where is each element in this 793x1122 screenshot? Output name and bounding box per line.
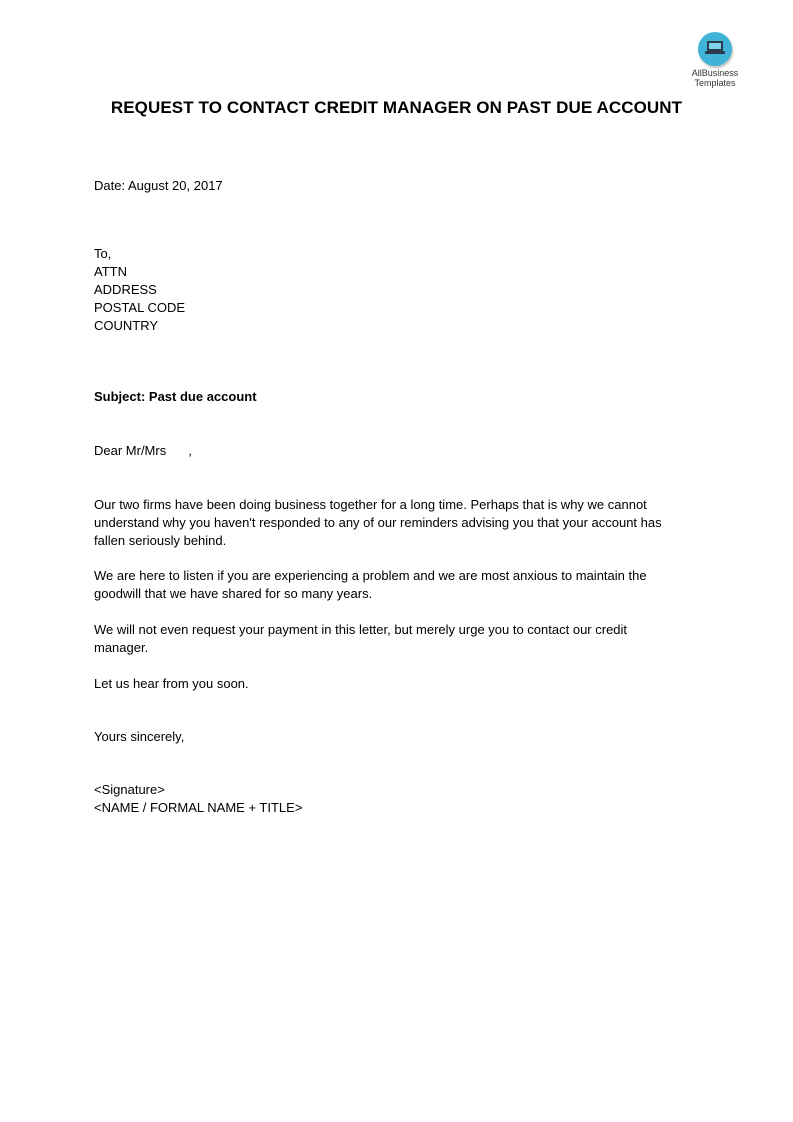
recipient-postal-code: POSTAL CODE xyxy=(94,300,186,315)
letter-subject: Subject: Past due account xyxy=(94,389,257,404)
recipient-address: ADDRESS xyxy=(94,282,157,297)
name-title-placeholder: <NAME / FORMAL NAME + TITLE> xyxy=(94,800,303,815)
paragraph-1-line-3: fallen seriously behind. xyxy=(94,533,227,548)
signature-placeholder: <Signature> xyxy=(94,782,165,797)
paragraph-2-line-1: We are here to listen if you are experiencing a problem and we are most anxious to maintain the xyxy=(94,568,647,583)
logo-badge xyxy=(698,32,732,66)
paragraph-1-line-2: understand why you haven't responded to any of our reminders advising you that your account has xyxy=(94,515,662,530)
paragraph-3-line-2: manager. xyxy=(94,640,149,655)
paragraph-3-line-1: We will not even request your payment in this letter, but merely urge you to contact our credit xyxy=(94,622,628,637)
recipient-country: COUNTRY xyxy=(94,318,159,333)
logo-text-line1: AllBusiness xyxy=(691,68,739,78)
letter-closing: Yours sincerely, xyxy=(94,729,185,744)
laptop-icon xyxy=(704,40,726,56)
document-title: REQUEST TO CONTACT CREDIT MANAGER ON PAST DUE ACCOUNT xyxy=(110,98,683,117)
paragraph-4-line-1: Let us hear from you soon. xyxy=(94,676,249,691)
paragraph-1-line-1: Our two firms have been doing business together for a long time. Perhaps that is why we cannot xyxy=(94,497,647,512)
recipient-to: To, xyxy=(94,246,112,261)
salutation-prefix: Dear Mr/Mrs xyxy=(94,443,167,458)
logo-text-line2: Templates xyxy=(694,78,736,88)
company-logo xyxy=(686,32,744,88)
letter-date: Date: August 20, 2017 xyxy=(94,178,223,193)
recipient-attn: ATTN xyxy=(94,264,127,279)
salutation-suffix: , xyxy=(188,443,192,458)
salutation xyxy=(94,442,192,460)
paragraph-2-line-2: goodwill that we have shared for so many years. xyxy=(94,586,373,601)
